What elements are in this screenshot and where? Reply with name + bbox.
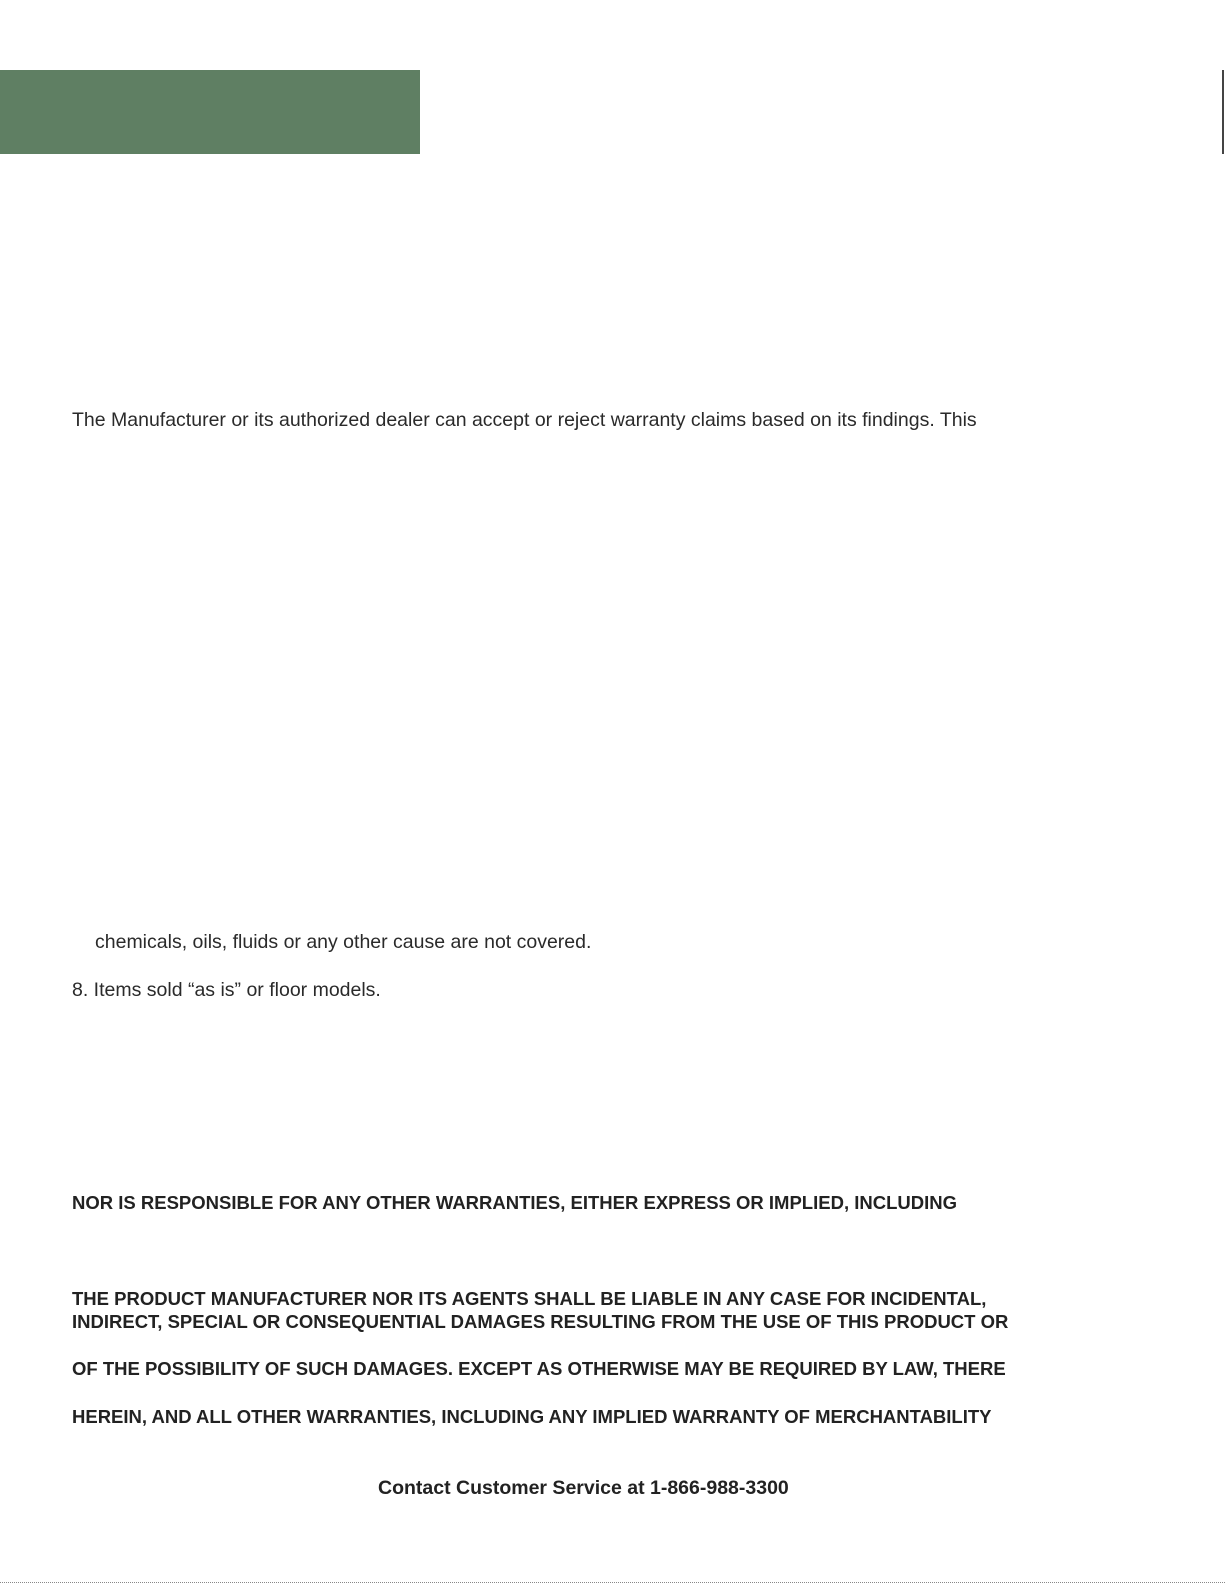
disclaimer-line: INDIRECT, SPECIAL OR CONSEQUENTIAL DAMAGES RESULTING FROM THE USE OF THIS PRODUCT OR	[72, 1311, 1009, 1332]
disclaimer-line: NOR IS RESPONSIBLE FOR ANY OTHER WARRANTIES, EITHER EXPRESS OR IMPLIED, INCLUDING	[72, 1192, 958, 1213]
footer-divider	[0, 1582, 1225, 1583]
contact-customer-service: Contact Customer Service at 1-866-988-3300	[378, 1477, 789, 1499]
header-band	[0, 70, 420, 154]
list-item-8: 8. Items sold “as is” or floor models.	[72, 979, 381, 1001]
paragraph-chemicals: chemicals, oils, fluids or any other cause are not covered.	[95, 931, 592, 953]
disclaimer-line: THE PRODUCT MANUFACTURER NOR ITS AGENTS SHALL BE LIABLE IN ANY CASE FOR INCIDENTAL,	[72, 1288, 987, 1309]
paragraph-claims: The Manufacturer or its authorized dealer can accept or reject warranty claims based on its findings. This	[72, 409, 977, 431]
disclaimer-line: OF THE POSSIBILITY OF SUCH DAMAGES. EXCEPT AS OTHERWISE MAY BE REQUIRED BY LAW, THERE	[72, 1358, 1006, 1379]
edge-rule	[1222, 70, 1224, 154]
disclaimer-line: HEREIN, AND ALL OTHER WARRANTIES, INCLUDING ANY IMPLIED WARRANTY OF MERCHANTABILITY	[72, 1406, 992, 1427]
